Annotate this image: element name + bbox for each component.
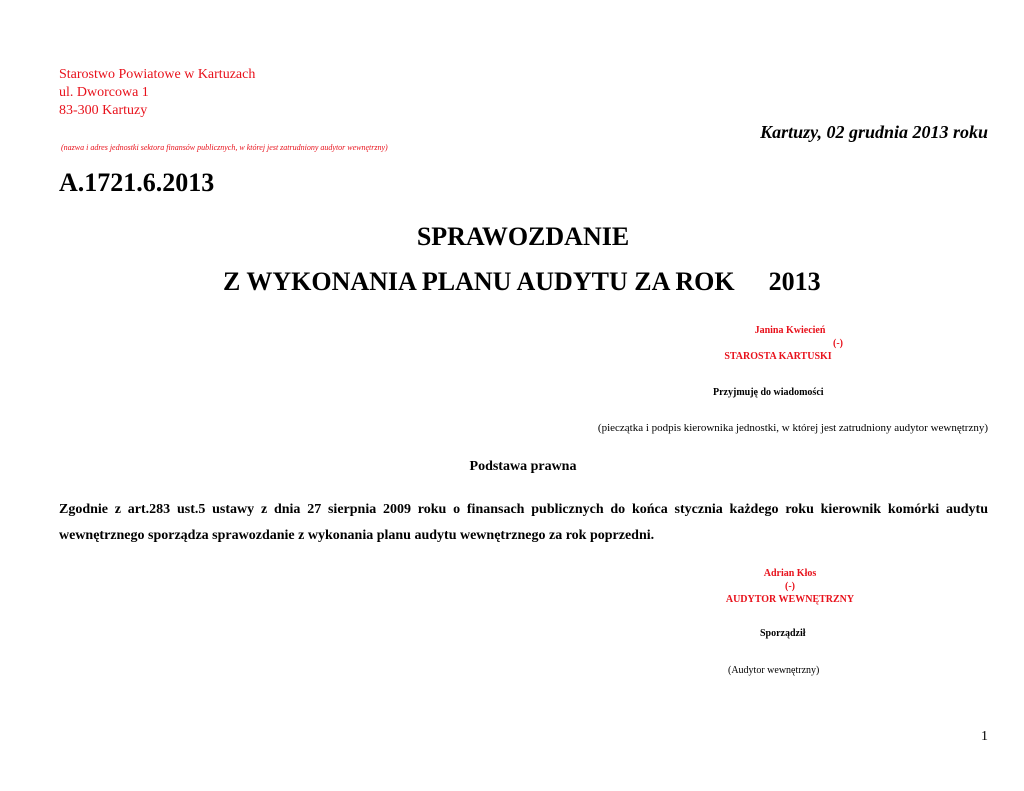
approval-note: Przyjmuję do wiadomości bbox=[713, 387, 824, 398]
preparer-name: Adrian Kłos bbox=[763, 568, 817, 579]
approver-name: Janina Kwiecień bbox=[754, 325, 826, 336]
org-name: Starostwo Powiatowe w Kartuzach bbox=[59, 67, 256, 82]
report-year: 2013 bbox=[768, 267, 821, 296]
approval-signature-block bbox=[708, 324, 848, 363]
org-note: (nazwa i adres jednostki sektora finansów publicznych, w której jest zatrudniony audytor wewnętrzny) bbox=[61, 143, 388, 152]
legal-basis-text: Zgodnie z art.283 ust.5 ustawy z dnia 27 sierpnia 2009 roku o finansach publicznych do końca stycznia każdego roku kierownik komórki audytu wewnętrznego sporządza sprawozdanie z wykonania planu audytu wewnętrznego za rok poprzedni. bbox=[59, 502, 988, 543]
approver-signature: (-) bbox=[833, 338, 843, 349]
org-street: ul. Dworcowa 1 bbox=[59, 85, 149, 100]
preparer-signature-block bbox=[705, 567, 875, 606]
approver-role: STAROSTA KARTUSKI bbox=[724, 351, 832, 362]
prepared-by-label: Sporządził bbox=[760, 628, 806, 639]
auditor-caption: (Audytor wewnętrzny) bbox=[728, 665, 820, 676]
legal-basis-heading: Podstawa prawna bbox=[469, 459, 577, 474]
place-date: Kartuzy, 02 grudnia 2013 roku bbox=[760, 122, 988, 142]
document-title: SPRAWOZDANIE bbox=[416, 222, 630, 251]
subtitle-text: Z WYKONANIA PLANU AUDYTU ZA ROK bbox=[223, 267, 735, 296]
organization-address bbox=[59, 66, 255, 120]
stamp-caption: (pieczątka i podpis kierownika jednostki, w której jest zatrudniony audytor wewnętrzny) bbox=[597, 422, 988, 434]
org-city: 83-300 Kartuzy bbox=[59, 103, 148, 118]
preparer-role: AUDYTOR WEWNĘTRZNY bbox=[725, 594, 855, 605]
page-number: 1 bbox=[981, 729, 988, 744]
preparer-signature: (-) bbox=[785, 581, 795, 592]
document-subtitle bbox=[223, 267, 821, 297]
document-number: A.1721.6.2013 bbox=[59, 168, 215, 197]
